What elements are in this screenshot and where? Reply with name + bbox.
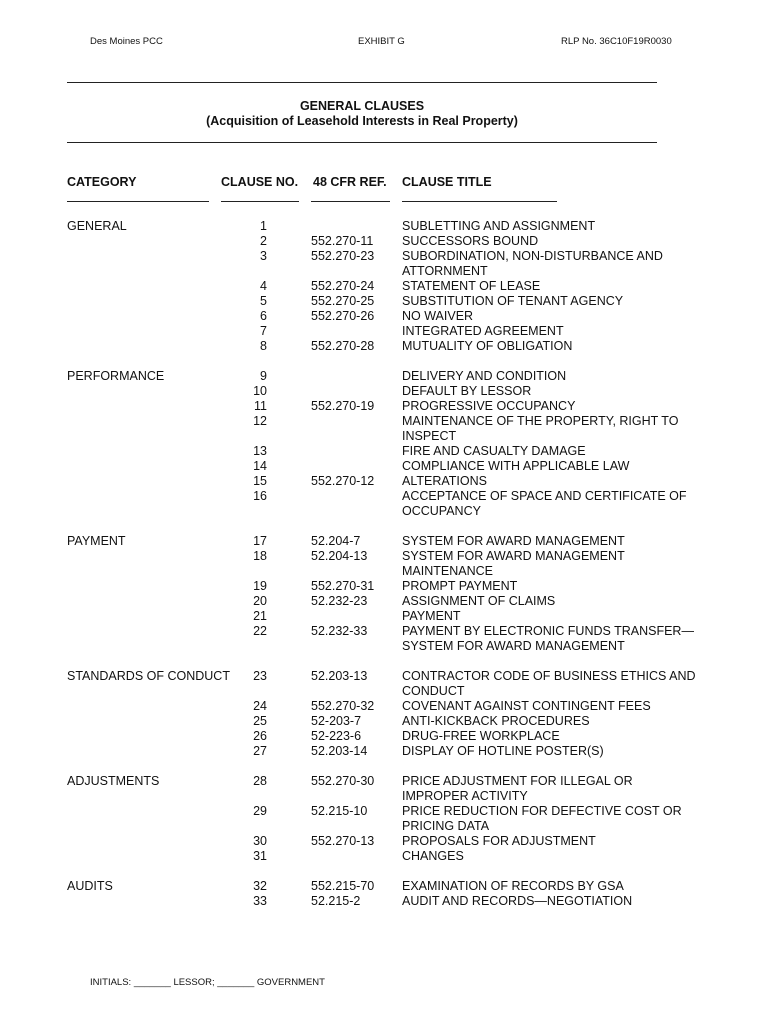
- category-label: GENERAL: [67, 219, 127, 233]
- clause-number: 7: [260, 324, 267, 338]
- clause-number: 3: [260, 249, 267, 263]
- clause-title: MAINTENANCE: [402, 564, 493, 578]
- clause-number: 15: [253, 474, 267, 488]
- clause-number: 12: [253, 414, 267, 428]
- clause-title: STATEMENT OF LEASE: [402, 279, 541, 293]
- clause-title: COMPLIANCE WITH APPLICABLE LAW: [402, 459, 630, 473]
- clause-number: 19: [253, 579, 267, 593]
- col-header-category: CATEGORY: [67, 175, 137, 189]
- clause-title: SUBORDINATION, NON-DISTURBANCE AND: [402, 249, 663, 263]
- col-header-cfr-ref: 48 CFR REF.: [313, 175, 387, 189]
- clause-number: 33: [253, 894, 267, 908]
- clause-number: 13: [253, 444, 267, 458]
- page-title: [67, 99, 657, 129]
- clause-number: 27: [253, 744, 267, 758]
- clause-cfr-ref: 552.270-28: [311, 339, 375, 353]
- clause-number: 30: [253, 834, 267, 848]
- clause-number: 21: [253, 609, 267, 623]
- clause-cfr-ref: 552.270-31: [311, 579, 375, 593]
- clause-cfr-ref: 552.270-24: [311, 279, 375, 293]
- clause-title: SUBLETTING AND ASSIGNMENT: [402, 219, 596, 233]
- clause-cfr-ref: 52.204-13: [311, 549, 368, 563]
- clause-cfr-ref: 52.215-10: [311, 804, 368, 818]
- clause-title: ALTERATIONS: [402, 474, 487, 488]
- clause-title: INTEGRATED AGREEMENT: [402, 324, 564, 338]
- clause-cfr-ref: 552.215-70: [311, 879, 375, 893]
- clause-title: ANTI-KICKBACK PROCEDURES: [402, 714, 590, 728]
- clause-cfr-ref: 52.203-13: [311, 669, 368, 683]
- clause-title: DELIVERY AND CONDITION: [402, 369, 567, 383]
- clause-number: 17: [253, 534, 267, 548]
- clause-number: 16: [253, 489, 267, 503]
- clause-cfr-ref: 52-223-6: [311, 729, 362, 743]
- clause-title: EXAMINATION OF RECORDS BY GSA: [402, 879, 624, 893]
- clause-title: MAINTENANCE OF THE PROPERTY, RIGHT TO: [402, 414, 679, 428]
- clause-title: PROPOSALS FOR ADJUSTMENT: [402, 834, 596, 848]
- clause-title: CHANGES: [402, 849, 464, 863]
- col-underline-clause-no: [221, 201, 299, 202]
- clause-title: ACCEPTANCE OF SPACE AND CERTIFICATE OF: [402, 489, 687, 503]
- header-right: RLP No. 36C10F19R0030: [561, 36, 672, 47]
- clause-cfr-ref: 552.270-23: [311, 249, 375, 263]
- clause-number: 22: [253, 624, 267, 638]
- category-label: PERFORMANCE: [67, 369, 165, 383]
- title-line-1: GENERAL CLAUSES: [299, 99, 425, 113]
- clause-title: OCCUPANCY: [402, 504, 481, 518]
- clause-title: SYSTEM FOR AWARD MANAGEMENT: [402, 549, 625, 563]
- clause-number: 26: [253, 729, 267, 743]
- clause-title: CONTRACTOR CODE OF BUSINESS ETHICS AND: [402, 669, 696, 683]
- clause-number: 1: [260, 219, 267, 233]
- category-label: ADJUSTMENTS: [67, 774, 160, 788]
- title-line-2: (Acquisition of Leasehold Interests in Real Property): [206, 114, 518, 128]
- clause-number: 23: [253, 669, 267, 683]
- clause-cfr-ref: 52-203-7: [311, 714, 362, 728]
- clause-cfr-ref: 552.270-13: [311, 834, 375, 848]
- clause-cfr-ref: 552.270-30: [311, 774, 375, 788]
- category-label: PAYMENT: [67, 534, 126, 548]
- clause-cfr-ref: 552.270-12: [311, 474, 375, 488]
- clause-title: ATTORNMENT: [402, 264, 488, 278]
- header-left: Des Moines PCC: [90, 36, 163, 47]
- clause-number: 29: [253, 804, 267, 818]
- clause-number: 4: [260, 279, 267, 293]
- clause-title: MUTUALITY OF OBLIGATION: [402, 339, 573, 353]
- col-header-clause-no: CLAUSE NO.: [221, 175, 299, 189]
- clause-title: DRUG-FREE WORKPLACE: [402, 729, 560, 743]
- category-label: STANDARDS OF CONDUCT: [67, 669, 230, 683]
- clause-number: 25: [253, 714, 267, 728]
- clause-title: PAYMENT: [402, 609, 461, 623]
- clause-number: 32: [253, 879, 267, 893]
- clause-cfr-ref: 52.232-23: [311, 594, 368, 608]
- col-header-clause-title: CLAUSE TITLE: [402, 175, 492, 189]
- clause-title: CONDUCT: [402, 684, 465, 698]
- clause-cfr-ref: 52.204-7: [311, 534, 361, 548]
- clause-title: NO WAIVER: [402, 309, 474, 323]
- clause-title: DISPLAY OF HOTLINE POSTER(S): [402, 744, 604, 758]
- clause-title: PROGRESSIVE OCCUPANCY: [402, 399, 576, 413]
- initials-footer: INITIALS: _______ LESSOR; _______ GOVERNMENT: [90, 977, 325, 988]
- clause-title: FIRE AND CASUALTY DAMAGE: [402, 444, 586, 458]
- clause-cfr-ref: 552.270-19: [311, 399, 375, 413]
- clause-number: 9: [260, 369, 267, 383]
- clause-title: AUDIT AND RECORDS—NEGOTIATION: [402, 894, 633, 908]
- clause-title: PRICE ADJUSTMENT FOR ILLEGAL OR: [402, 774, 633, 788]
- category-label: AUDITS: [67, 879, 113, 893]
- clause-number: 5: [260, 294, 267, 308]
- clause-title: IMPROPER ACTIVITY: [402, 789, 528, 803]
- col-underline-clause-title: [402, 201, 557, 202]
- clause-title: SUBSTITUTION OF TENANT AGENCY: [402, 294, 624, 308]
- clause-title: INSPECT: [402, 429, 457, 443]
- clause-number: 8: [260, 339, 267, 353]
- clause-title: DEFAULT BY LESSOR: [402, 384, 532, 398]
- clause-number: 31: [253, 849, 267, 863]
- clause-cfr-ref: 52.203-14: [311, 744, 368, 758]
- clause-number: 20: [253, 594, 267, 608]
- header-center: EXHIBIT G: [358, 36, 405, 47]
- clause-title: COVENANT AGAINST CONTINGENT FEES: [402, 699, 651, 713]
- clause-number: 11: [254, 399, 267, 413]
- clause-title: PROMPT PAYMENT: [402, 579, 518, 593]
- clause-cfr-ref: 552.270-11: [311, 234, 374, 248]
- col-underline-category: [67, 201, 209, 202]
- clause-title: SYSTEM FOR AWARD MANAGEMENT: [402, 534, 625, 548]
- col-underline-cfr-ref: [311, 201, 390, 202]
- clause-title: PRICING DATA: [402, 819, 490, 833]
- clause-cfr-ref: 552.270-32: [311, 699, 375, 713]
- clause-cfr-ref: 552.270-26: [311, 309, 375, 323]
- clause-title: PAYMENT BY ELECTRONIC FUNDS TRANSFER—: [402, 624, 694, 638]
- clause-number: 6: [260, 309, 267, 323]
- clause-cfr-ref: 52.232-33: [311, 624, 368, 638]
- top-rule: [67, 82, 657, 83]
- clause-number: 14: [253, 459, 267, 473]
- clause-title: SYSTEM FOR AWARD MANAGEMENT: [402, 639, 625, 653]
- clause-cfr-ref: 52.215-2: [311, 894, 361, 908]
- clause-title: SUCCESSORS BOUND: [402, 234, 539, 248]
- clause-number: 2: [260, 234, 267, 248]
- clause-number: 24: [253, 699, 267, 713]
- clause-number: 18: [253, 549, 267, 563]
- title-bottom-rule: [67, 142, 657, 143]
- clause-title: ASSIGNMENT OF CLAIMS: [402, 594, 556, 608]
- clause-number: 10: [253, 384, 267, 398]
- clause-number: 28: [253, 774, 267, 788]
- clause-title: PRICE REDUCTION FOR DEFECTIVE COST OR: [402, 804, 682, 818]
- clause-cfr-ref: 552.270-25: [311, 294, 375, 308]
